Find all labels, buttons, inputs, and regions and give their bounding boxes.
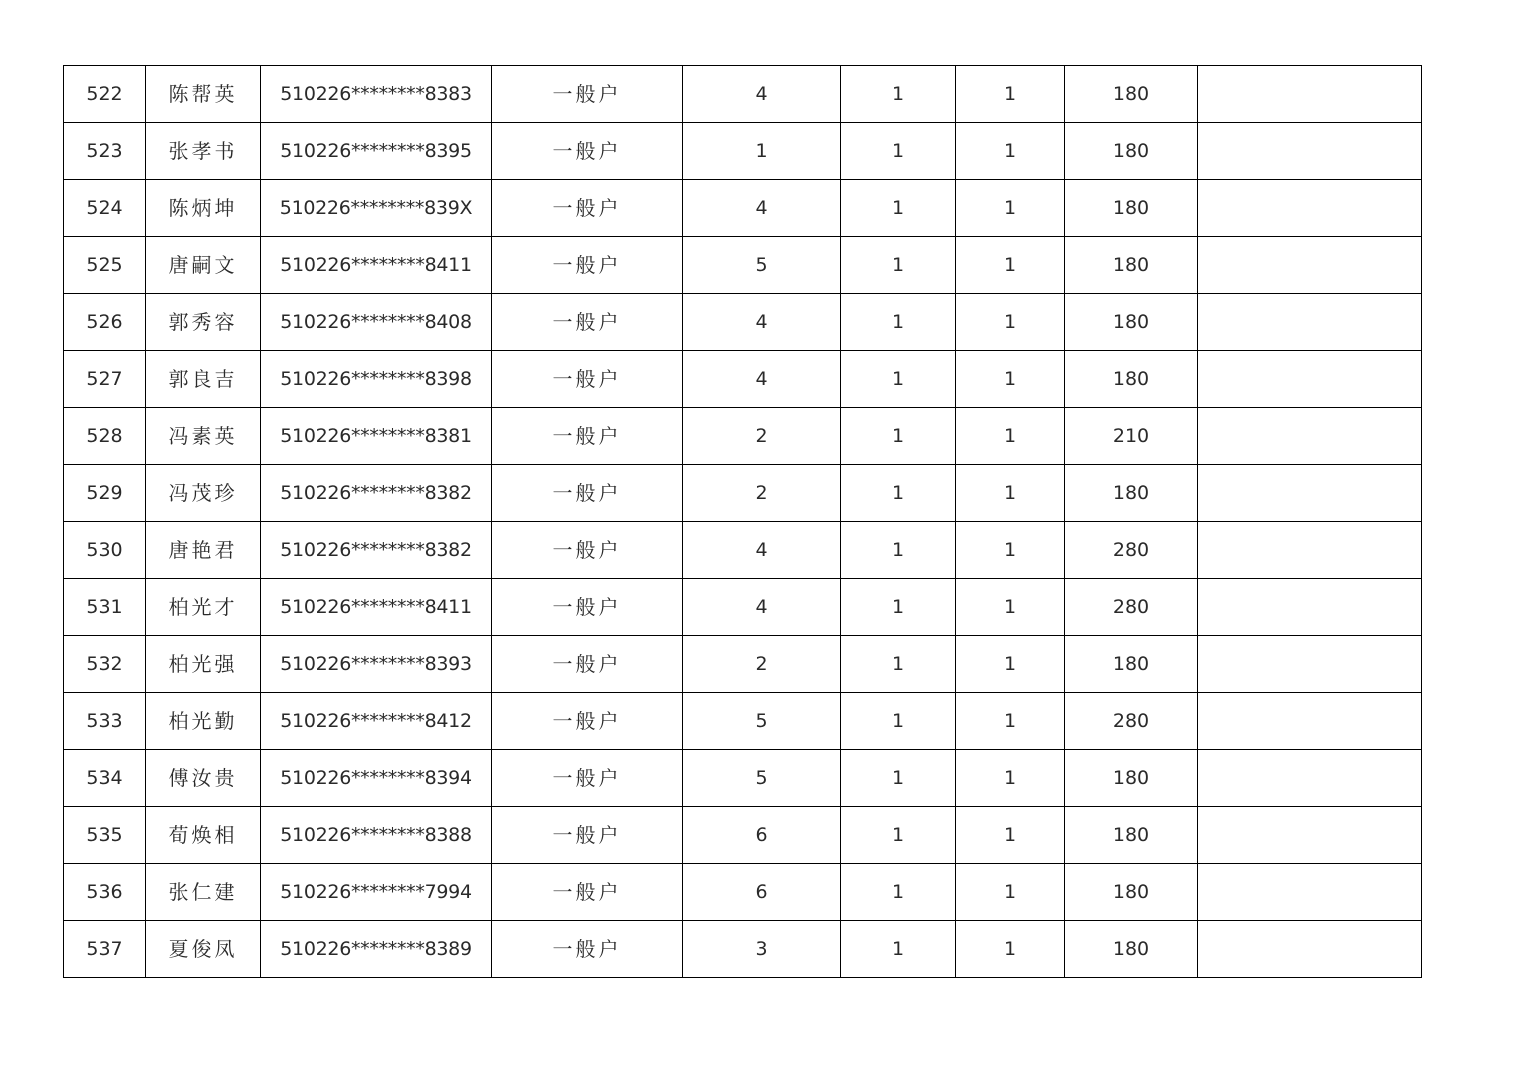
cell-members: 3 bbox=[683, 921, 841, 978]
cell-col6: 1 bbox=[841, 636, 956, 693]
cell-household-type: 一般户 bbox=[492, 807, 683, 864]
cell-amount: 180 bbox=[1065, 864, 1198, 921]
table-row bbox=[64, 180, 1422, 237]
cell-remark bbox=[1198, 123, 1422, 180]
cell-members: 5 bbox=[683, 750, 841, 807]
cell-name: 唐艳君 bbox=[146, 522, 261, 579]
cell-members: 6 bbox=[683, 807, 841, 864]
cell-members: 4 bbox=[683, 579, 841, 636]
cell-household-type: 一般户 bbox=[492, 921, 683, 978]
cell-name: 唐嗣文 bbox=[146, 237, 261, 294]
cell-members: 4 bbox=[683, 351, 841, 408]
cell-amount: 180 bbox=[1065, 123, 1198, 180]
data-table bbox=[63, 65, 1422, 978]
cell-name: 张仁建 bbox=[146, 864, 261, 921]
cell-serial-number: 533 bbox=[64, 693, 146, 750]
cell-members: 2 bbox=[683, 636, 841, 693]
cell-col6: 1 bbox=[841, 693, 956, 750]
cell-col7: 1 bbox=[956, 180, 1065, 237]
cell-col7: 1 bbox=[956, 294, 1065, 351]
cell-id-number: 510226********839X bbox=[261, 180, 492, 237]
cell-id-number: 510226********8394 bbox=[261, 750, 492, 807]
cell-col7: 1 bbox=[956, 123, 1065, 180]
cell-remark bbox=[1198, 921, 1422, 978]
cell-id-number: 510226********8381 bbox=[261, 408, 492, 465]
cell-id-number: 510226********7994 bbox=[261, 864, 492, 921]
cell-serial-number: 537 bbox=[64, 921, 146, 978]
cell-amount: 180 bbox=[1065, 351, 1198, 408]
cell-remark bbox=[1198, 351, 1422, 408]
cell-members: 1 bbox=[683, 123, 841, 180]
cell-serial-number: 528 bbox=[64, 408, 146, 465]
cell-serial-number: 526 bbox=[64, 294, 146, 351]
cell-col6: 1 bbox=[841, 66, 956, 123]
cell-amount: 180 bbox=[1065, 294, 1198, 351]
table-row bbox=[64, 636, 1422, 693]
cell-household-type: 一般户 bbox=[492, 579, 683, 636]
cell-amount: 280 bbox=[1065, 522, 1198, 579]
cell-serial-number: 534 bbox=[64, 750, 146, 807]
cell-remark bbox=[1198, 693, 1422, 750]
cell-name: 冯素英 bbox=[146, 408, 261, 465]
table-row bbox=[64, 123, 1422, 180]
table-row bbox=[64, 66, 1422, 123]
cell-household-type: 一般户 bbox=[492, 693, 683, 750]
table-row bbox=[64, 693, 1422, 750]
table-row bbox=[64, 864, 1422, 921]
cell-id-number: 510226********8411 bbox=[261, 237, 492, 294]
cell-col7: 1 bbox=[956, 921, 1065, 978]
cell-amount: 180 bbox=[1065, 465, 1198, 522]
cell-household-type: 一般户 bbox=[492, 636, 683, 693]
table-row bbox=[64, 294, 1422, 351]
cell-members: 5 bbox=[683, 693, 841, 750]
cell-remark bbox=[1198, 66, 1422, 123]
cell-serial-number: 523 bbox=[64, 123, 146, 180]
cell-remark bbox=[1198, 294, 1422, 351]
cell-col7: 1 bbox=[956, 351, 1065, 408]
table-body bbox=[64, 66, 1422, 978]
cell-household-type: 一般户 bbox=[492, 408, 683, 465]
table-row bbox=[64, 351, 1422, 408]
cell-col6: 1 bbox=[841, 294, 956, 351]
cell-amount: 280 bbox=[1065, 693, 1198, 750]
cell-amount: 180 bbox=[1065, 921, 1198, 978]
cell-name: 荀焕相 bbox=[146, 807, 261, 864]
cell-amount: 180 bbox=[1065, 636, 1198, 693]
cell-amount: 210 bbox=[1065, 408, 1198, 465]
cell-serial-number: 529 bbox=[64, 465, 146, 522]
cell-col6: 1 bbox=[841, 408, 956, 465]
cell-id-number: 510226********8383 bbox=[261, 66, 492, 123]
cell-id-number: 510226********8393 bbox=[261, 636, 492, 693]
cell-col6: 1 bbox=[841, 180, 956, 237]
cell-col6: 1 bbox=[841, 123, 956, 180]
table-row bbox=[64, 237, 1422, 294]
cell-members: 5 bbox=[683, 237, 841, 294]
table-row bbox=[64, 522, 1422, 579]
cell-name: 郭良吉 bbox=[146, 351, 261, 408]
cell-remark bbox=[1198, 807, 1422, 864]
cell-id-number: 510226********8395 bbox=[261, 123, 492, 180]
cell-col7: 1 bbox=[956, 66, 1065, 123]
cell-household-type: 一般户 bbox=[492, 864, 683, 921]
cell-name: 夏俊凤 bbox=[146, 921, 261, 978]
cell-col7: 1 bbox=[956, 636, 1065, 693]
table-row bbox=[64, 408, 1422, 465]
cell-remark bbox=[1198, 522, 1422, 579]
cell-household-type: 一般户 bbox=[492, 750, 683, 807]
cell-remark bbox=[1198, 864, 1422, 921]
cell-serial-number: 525 bbox=[64, 237, 146, 294]
cell-household-type: 一般户 bbox=[492, 180, 683, 237]
cell-name: 张孝书 bbox=[146, 123, 261, 180]
cell-members: 6 bbox=[683, 864, 841, 921]
cell-serial-number: 524 bbox=[64, 180, 146, 237]
cell-amount: 180 bbox=[1065, 66, 1198, 123]
cell-amount: 180 bbox=[1065, 750, 1198, 807]
cell-members: 4 bbox=[683, 294, 841, 351]
cell-household-type: 一般户 bbox=[492, 465, 683, 522]
cell-col7: 1 bbox=[956, 693, 1065, 750]
cell-col7: 1 bbox=[956, 864, 1065, 921]
cell-serial-number: 532 bbox=[64, 636, 146, 693]
cell-id-number: 510226********8408 bbox=[261, 294, 492, 351]
cell-members: 2 bbox=[683, 465, 841, 522]
cell-name: 郭秀容 bbox=[146, 294, 261, 351]
cell-id-number: 510226********8388 bbox=[261, 807, 492, 864]
cell-col6: 1 bbox=[841, 579, 956, 636]
cell-col7: 1 bbox=[956, 465, 1065, 522]
cell-id-number: 510226********8389 bbox=[261, 921, 492, 978]
cell-name: 陈炳坤 bbox=[146, 180, 261, 237]
cell-household-type: 一般户 bbox=[492, 522, 683, 579]
cell-amount: 280 bbox=[1065, 579, 1198, 636]
cell-col7: 1 bbox=[956, 237, 1065, 294]
table-row bbox=[64, 807, 1422, 864]
cell-remark bbox=[1198, 237, 1422, 294]
cell-members: 4 bbox=[683, 522, 841, 579]
cell-col6: 1 bbox=[841, 750, 956, 807]
cell-serial-number: 531 bbox=[64, 579, 146, 636]
cell-remark bbox=[1198, 180, 1422, 237]
cell-serial-number: 535 bbox=[64, 807, 146, 864]
cell-col6: 1 bbox=[841, 864, 956, 921]
cell-serial-number: 527 bbox=[64, 351, 146, 408]
table-row bbox=[64, 465, 1422, 522]
cell-members: 2 bbox=[683, 408, 841, 465]
cell-remark bbox=[1198, 750, 1422, 807]
cell-id-number: 510226********8411 bbox=[261, 579, 492, 636]
cell-id-number: 510226********8412 bbox=[261, 693, 492, 750]
cell-col7: 1 bbox=[956, 408, 1065, 465]
cell-remark bbox=[1198, 408, 1422, 465]
cell-id-number: 510226********8398 bbox=[261, 351, 492, 408]
cell-col6: 1 bbox=[841, 522, 956, 579]
cell-serial-number: 522 bbox=[64, 66, 146, 123]
cell-remark bbox=[1198, 636, 1422, 693]
cell-household-type: 一般户 bbox=[492, 237, 683, 294]
cell-id-number: 510226********8382 bbox=[261, 465, 492, 522]
cell-household-type: 一般户 bbox=[492, 294, 683, 351]
cell-col6: 1 bbox=[841, 807, 956, 864]
cell-col7: 1 bbox=[956, 750, 1065, 807]
table-row bbox=[64, 750, 1422, 807]
cell-col6: 1 bbox=[841, 921, 956, 978]
cell-amount: 180 bbox=[1065, 807, 1198, 864]
cell-household-type: 一般户 bbox=[492, 351, 683, 408]
cell-serial-number: 536 bbox=[64, 864, 146, 921]
cell-name: 傅汝贵 bbox=[146, 750, 261, 807]
cell-amount: 180 bbox=[1065, 237, 1198, 294]
cell-remark bbox=[1198, 465, 1422, 522]
cell-col7: 1 bbox=[956, 807, 1065, 864]
cell-members: 4 bbox=[683, 66, 841, 123]
cell-name: 陈帮英 bbox=[146, 66, 261, 123]
table-row bbox=[64, 921, 1422, 978]
cell-id-number: 510226********8382 bbox=[261, 522, 492, 579]
cell-name: 柏光才 bbox=[146, 579, 261, 636]
cell-col7: 1 bbox=[956, 579, 1065, 636]
cell-col6: 1 bbox=[841, 237, 956, 294]
cell-remark bbox=[1198, 579, 1422, 636]
table-row bbox=[64, 579, 1422, 636]
cell-name: 柏光勤 bbox=[146, 693, 261, 750]
cell-name: 冯茂珍 bbox=[146, 465, 261, 522]
cell-col6: 1 bbox=[841, 351, 956, 408]
cell-col6: 1 bbox=[841, 465, 956, 522]
cell-col7: 1 bbox=[956, 522, 1065, 579]
cell-name: 柏光强 bbox=[146, 636, 261, 693]
cell-amount: 180 bbox=[1065, 180, 1198, 237]
cell-household-type: 一般户 bbox=[492, 123, 683, 180]
cell-household-type: 一般户 bbox=[492, 66, 683, 123]
cell-serial-number: 530 bbox=[64, 522, 146, 579]
cell-members: 4 bbox=[683, 180, 841, 237]
